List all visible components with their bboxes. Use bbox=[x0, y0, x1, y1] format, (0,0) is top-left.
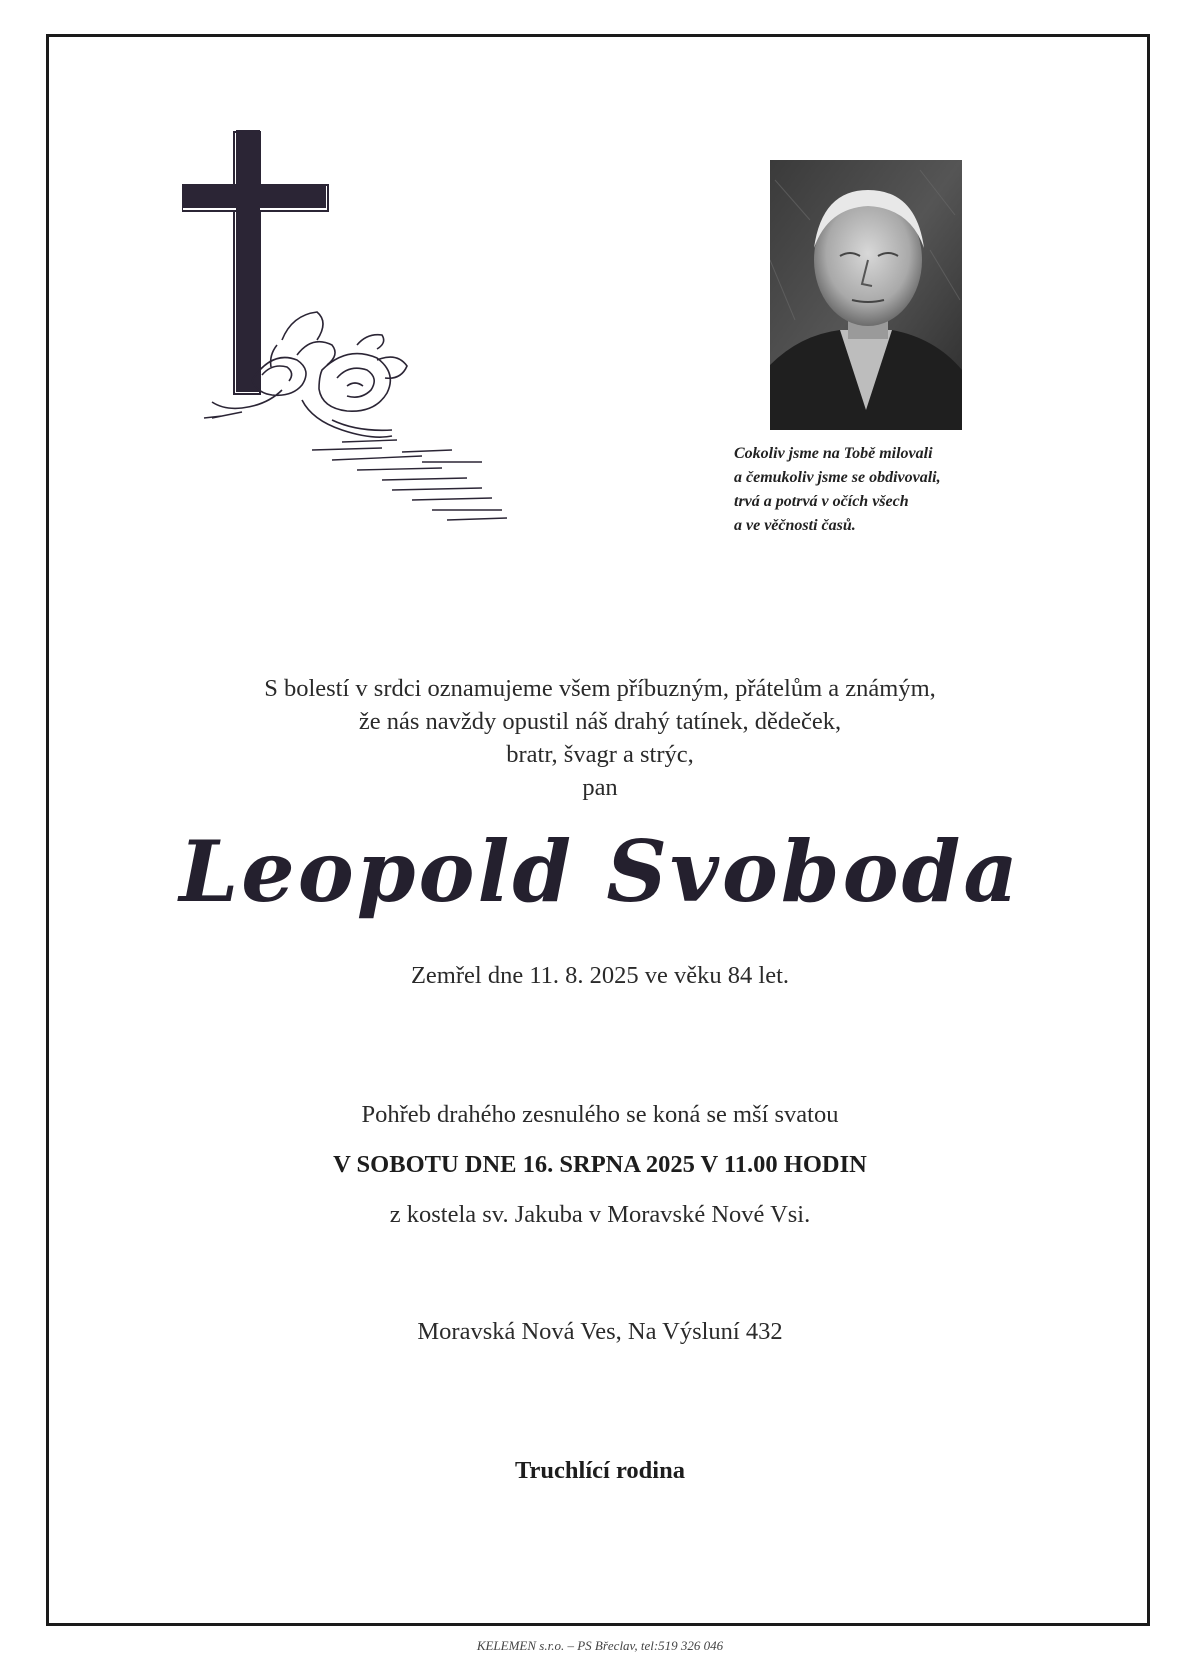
family-address: Moravská Nová Ves, Na Výsluní 432 bbox=[417, 1318, 783, 1345]
announcement-line: pan bbox=[582, 774, 618, 801]
memorial-poem bbox=[734, 442, 1054, 538]
funeral-details bbox=[100, 1090, 1100, 1240]
deceased-name: Leopold Svoboda bbox=[179, 822, 1021, 921]
announcement-line: že nás navždy opustil náš drahý tatínek, dědeček, bbox=[358, 708, 842, 735]
poem-line: a čemukoliv jsme se obdivovali, bbox=[734, 469, 941, 486]
announcement-line: S bolestí v srdci oznamujeme všem příbuzným, přátelům a známým, bbox=[264, 675, 936, 702]
funeral-intro-line: Pohřeb drahého zesnulého se koná se mší svatou bbox=[361, 1101, 839, 1128]
funeral-place: z kostela sv. Jakuba v Moravské Nové Vsi. bbox=[389, 1201, 811, 1228]
poem-line: trvá a potrvá v očích všech bbox=[734, 493, 909, 510]
cross-with-rose-icon bbox=[182, 130, 522, 560]
funeral-date-time: V SOBOTU DNE 16. SRPNA 2025 V 11.00 HODIN bbox=[333, 1151, 867, 1178]
portrait-photo bbox=[770, 160, 962, 430]
announcement-line: bratr, švagr a strýc, bbox=[506, 741, 694, 768]
poem-line: Cokoliv jsme na Tobě milovali bbox=[734, 445, 933, 462]
poem-line: a ve věčnosti časů. bbox=[734, 517, 856, 534]
printer-footer: KELEMEN s.r.o. – PS Břeclav, tel:519 326 046 bbox=[476, 1638, 724, 1653]
signature-family: Truchlící rodina bbox=[515, 1457, 685, 1484]
announcement-text bbox=[100, 672, 1100, 804]
death-date-note: Zemřel dne 11. 8. 2025 ve věku 84 let. bbox=[410, 962, 790, 989]
